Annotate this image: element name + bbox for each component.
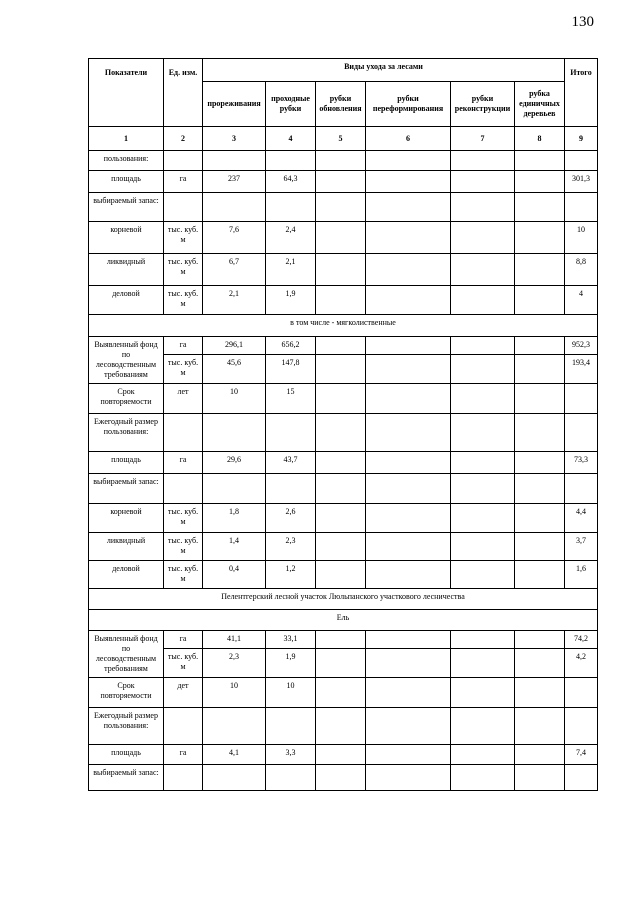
header-indicators: Показатели	[89, 59, 164, 127]
table-cell	[451, 151, 515, 171]
table-cell	[515, 222, 565, 254]
table-cell: 1,4	[203, 533, 266, 561]
table-cell: ликвидный	[89, 533, 164, 561]
table-row	[89, 193, 598, 222]
table-cell: 952,3	[565, 337, 598, 355]
table-cell	[366, 504, 451, 533]
table-cell	[515, 151, 565, 171]
table-cell: деловой	[89, 561, 164, 589]
table-cell: площадь	[89, 452, 164, 474]
table-cell: 2,6	[266, 504, 316, 533]
table-cell	[316, 452, 366, 474]
table-cell	[316, 193, 366, 222]
table-cell	[565, 151, 598, 171]
table-cell	[316, 745, 366, 765]
table-cell: тыс. куб. м	[164, 222, 203, 254]
table-cell	[266, 765, 316, 791]
table-cell	[366, 561, 451, 589]
table-cell: 41,1	[203, 631, 266, 649]
table-cell	[451, 649, 515, 678]
table-cell: корневой	[89, 504, 164, 533]
table-cell: корневой	[89, 222, 164, 254]
table-cell: тыс. куб. м	[164, 649, 203, 678]
page-number: 130	[571, 14, 594, 30]
forest-care-table	[88, 58, 598, 791]
table-cell	[565, 414, 598, 452]
table-cell: 10	[203, 678, 266, 708]
table-cell: площадь	[89, 171, 164, 193]
table-cell	[515, 649, 565, 678]
table-cell	[515, 474, 565, 504]
table-cell: 7,6	[203, 222, 266, 254]
table-cell: 29,6	[203, 452, 266, 474]
table-cell: 1,6	[565, 561, 598, 589]
table-cell: га	[164, 745, 203, 765]
table-cell: 6,7	[203, 254, 266, 286]
subheader-reconstruction-cuttings: рубки реконструкции	[451, 82, 515, 127]
table-cell: тыс. куб. м	[164, 286, 203, 315]
table-cell	[515, 678, 565, 708]
table-row	[89, 504, 598, 533]
table-cell: 74,2	[565, 631, 598, 649]
table-cell: 147,8	[266, 355, 316, 384]
table-cell: 64,3	[266, 171, 316, 193]
table-cell	[451, 254, 515, 286]
table-cell: 4,1	[203, 745, 266, 765]
table-cell: пользования:	[89, 151, 164, 171]
table-cell	[451, 474, 515, 504]
table-cell: га	[164, 452, 203, 474]
table-row	[89, 384, 598, 414]
table-cell: 193,4	[565, 355, 598, 384]
table-cell	[366, 286, 451, 315]
table-cell	[203, 708, 266, 745]
table-cell	[316, 286, 366, 315]
table-cell: деловой	[89, 286, 164, 315]
table-cell	[451, 708, 515, 745]
table-cell	[451, 286, 515, 315]
table-cell	[316, 474, 366, 504]
table-cell	[316, 649, 366, 678]
table-body	[89, 151, 598, 791]
table-cell	[451, 384, 515, 414]
table-cell: тыс. куб. м	[164, 504, 203, 533]
table-cell: 3,3	[266, 745, 316, 765]
column-number: 3	[203, 127, 266, 151]
table-cell	[316, 355, 366, 384]
column-number: 1	[89, 127, 164, 151]
table-cell	[316, 414, 366, 452]
table-cell	[515, 452, 565, 474]
table-cell	[316, 254, 366, 286]
table-cell	[451, 504, 515, 533]
table-cell	[451, 678, 515, 708]
table-cell: 2,1	[203, 286, 266, 315]
table-cell: выбираемый запас:	[89, 765, 164, 791]
table-cell	[203, 474, 266, 504]
table-cell	[451, 355, 515, 384]
table-cell: 4,4	[565, 504, 598, 533]
column-number: 8	[515, 127, 565, 151]
table-cell	[203, 765, 266, 791]
section-title: Пелентгерский лесной участок Люльпанского участкового лесничества	[89, 589, 598, 610]
table-cell: тыс. куб. м	[164, 533, 203, 561]
table-cell: лет	[164, 384, 203, 414]
table-cell	[316, 561, 366, 589]
table-cell	[451, 745, 515, 765]
table-cell	[366, 533, 451, 561]
column-number: 2	[164, 127, 203, 151]
table-row	[89, 414, 598, 452]
table-cell: площадь	[89, 745, 164, 765]
table-cell	[515, 171, 565, 193]
table-cell	[565, 384, 598, 414]
table-cell	[451, 193, 515, 222]
table-cell	[316, 765, 366, 791]
table-cell: Выявленный фонд по лесоводственным требованиям	[89, 337, 164, 384]
table-cell: 0,4	[203, 561, 266, 589]
section-row	[89, 589, 598, 610]
table-row	[89, 151, 598, 171]
column-number: 5	[316, 127, 366, 151]
table-cell	[515, 504, 565, 533]
table-cell	[266, 193, 316, 222]
subheader-passage-cuttings: проходные рубки	[266, 82, 316, 127]
table-cell	[515, 765, 565, 791]
table-cell	[366, 452, 451, 474]
table-cell	[366, 254, 451, 286]
table-cell: Выявленный фонд по лесоводственным требованиям	[89, 631, 164, 678]
table-cell: 2,3	[203, 649, 266, 678]
table-cell: выбираемый запас:	[89, 474, 164, 504]
table-row	[89, 254, 598, 286]
table-cell	[565, 193, 598, 222]
table-cell	[451, 533, 515, 561]
table-cell	[366, 355, 451, 384]
table-cell	[164, 193, 203, 222]
header-unit: Ед. изм.	[164, 59, 203, 127]
table-cell: 2,3	[266, 533, 316, 561]
section-row	[89, 610, 598, 631]
table-cell: ликвидный	[89, 254, 164, 286]
table-cell	[451, 631, 515, 649]
table-cell: 2,1	[266, 254, 316, 286]
column-number: 9	[565, 127, 598, 151]
table-cell	[366, 384, 451, 414]
table-cell	[515, 561, 565, 589]
subheader-single-tree-cutting: рубка единичных деревьев	[515, 82, 565, 127]
table-cell	[366, 222, 451, 254]
table-cell	[366, 631, 451, 649]
table-cell	[316, 631, 366, 649]
table-cell: 296,1	[203, 337, 266, 355]
table-cell: 656,2	[266, 337, 316, 355]
table-cell	[515, 533, 565, 561]
table-cell	[515, 337, 565, 355]
table-cell	[515, 286, 565, 315]
table-cell	[266, 708, 316, 745]
section-row	[89, 315, 598, 337]
table-cell: Срок повторяемости	[89, 384, 164, 414]
table-cell: 2,4	[266, 222, 316, 254]
table-cell	[316, 171, 366, 193]
table-cell: га	[164, 337, 203, 355]
table-row	[89, 355, 598, 384]
table-cell	[316, 222, 366, 254]
table-cell	[366, 474, 451, 504]
table-cell: 45,6	[203, 355, 266, 384]
table-cell: 10	[203, 384, 266, 414]
table-row	[89, 678, 598, 708]
table-cell: тыс. куб. м	[164, 254, 203, 286]
table-row	[89, 561, 598, 589]
table-cell: 301,3	[565, 171, 598, 193]
subheader-reformation-cuttings: рубки переформирования	[366, 82, 451, 127]
table-cell	[515, 355, 565, 384]
table-row	[89, 631, 598, 649]
table-cell	[266, 151, 316, 171]
column-numbers-row	[89, 127, 598, 151]
table-cell: га	[164, 171, 203, 193]
table-cell	[515, 708, 565, 745]
table-cell	[316, 504, 366, 533]
section-title: в том числе - мягколиственные	[89, 315, 598, 337]
table-cell: 10	[565, 222, 598, 254]
table-cell: дет	[164, 678, 203, 708]
subheader-thinning: прореживания	[203, 82, 266, 127]
table-cell	[164, 708, 203, 745]
table-cell: га	[164, 631, 203, 649]
table-cell	[565, 678, 598, 708]
table-cell	[515, 193, 565, 222]
table-cell	[366, 193, 451, 222]
table-cell: Срок повторяемости	[89, 678, 164, 708]
table-cell	[515, 254, 565, 286]
table-cell	[366, 708, 451, 745]
table-cell: 1,2	[266, 561, 316, 589]
table-cell: 4,2	[565, 649, 598, 678]
table-cell	[164, 151, 203, 171]
table-cell	[164, 414, 203, 452]
table-cell: 7,4	[565, 745, 598, 765]
table-cell	[451, 452, 515, 474]
table-cell	[515, 631, 565, 649]
table-row	[89, 222, 598, 254]
table-cell: 33,1	[266, 631, 316, 649]
table-cell	[203, 193, 266, 222]
table-cell: 15	[266, 384, 316, 414]
table-cell	[203, 414, 266, 452]
table-cell: 10	[266, 678, 316, 708]
table-cell	[316, 708, 366, 745]
table-cell	[266, 474, 316, 504]
table-cell: 4	[565, 286, 598, 315]
table-row	[89, 745, 598, 765]
table-cell	[366, 171, 451, 193]
table-row	[89, 474, 598, 504]
table-cell	[164, 765, 203, 791]
table-cell	[266, 414, 316, 452]
table-row	[89, 533, 598, 561]
table-cell: 1,8	[203, 504, 266, 533]
table-cell: Ежегодный размер пользования:	[89, 708, 164, 745]
table-cell	[515, 384, 565, 414]
table-cell	[451, 222, 515, 254]
table-row	[89, 337, 598, 355]
header-row	[89, 59, 598, 82]
table-cell	[515, 414, 565, 452]
table-cell	[316, 384, 366, 414]
table-cell	[316, 151, 366, 171]
table-cell	[565, 765, 598, 791]
header-care-types: Виды ухода за лесами	[203, 59, 565, 82]
table-cell	[451, 171, 515, 193]
table-cell	[366, 745, 451, 765]
table-cell	[366, 151, 451, 171]
table-cell: 3,7	[565, 533, 598, 561]
table-row	[89, 171, 598, 193]
column-number: 7	[451, 127, 515, 151]
table-cell	[451, 765, 515, 791]
table-row	[89, 765, 598, 791]
subheader-renewal-cuttings: рубки обновления	[316, 82, 366, 127]
header-total: Итого	[565, 59, 598, 127]
table-cell	[316, 678, 366, 708]
table-cell	[316, 533, 366, 561]
table-cell: Ежегодный размер пользования:	[89, 414, 164, 452]
table-cell	[565, 708, 598, 745]
column-number: 4	[266, 127, 316, 151]
table-cell	[366, 649, 451, 678]
table-cell: 237	[203, 171, 266, 193]
table-row	[89, 708, 598, 745]
table-cell	[366, 414, 451, 452]
column-number: 6	[366, 127, 451, 151]
section-title: Ель	[89, 610, 598, 631]
table-cell: 1,9	[266, 286, 316, 315]
table-cell	[451, 337, 515, 355]
table-cell	[451, 414, 515, 452]
table-cell: тыс. куб. м	[164, 355, 203, 384]
table-cell	[316, 337, 366, 355]
table-row	[89, 286, 598, 315]
table-cell: выбираемый запас:	[89, 193, 164, 222]
table-row	[89, 649, 598, 678]
table-cell: 43,7	[266, 452, 316, 474]
table-cell: 1,9	[266, 649, 316, 678]
table-cell	[451, 561, 515, 589]
table-cell	[203, 151, 266, 171]
table-cell: 8,8	[565, 254, 598, 286]
table-cell	[565, 474, 598, 504]
table-cell	[515, 745, 565, 765]
table-cell: 73,3	[565, 452, 598, 474]
table-cell	[366, 337, 451, 355]
table-row	[89, 452, 598, 474]
table-cell	[366, 678, 451, 708]
table-cell	[366, 765, 451, 791]
table-cell: тыс. куб. м	[164, 561, 203, 589]
table-cell	[164, 474, 203, 504]
